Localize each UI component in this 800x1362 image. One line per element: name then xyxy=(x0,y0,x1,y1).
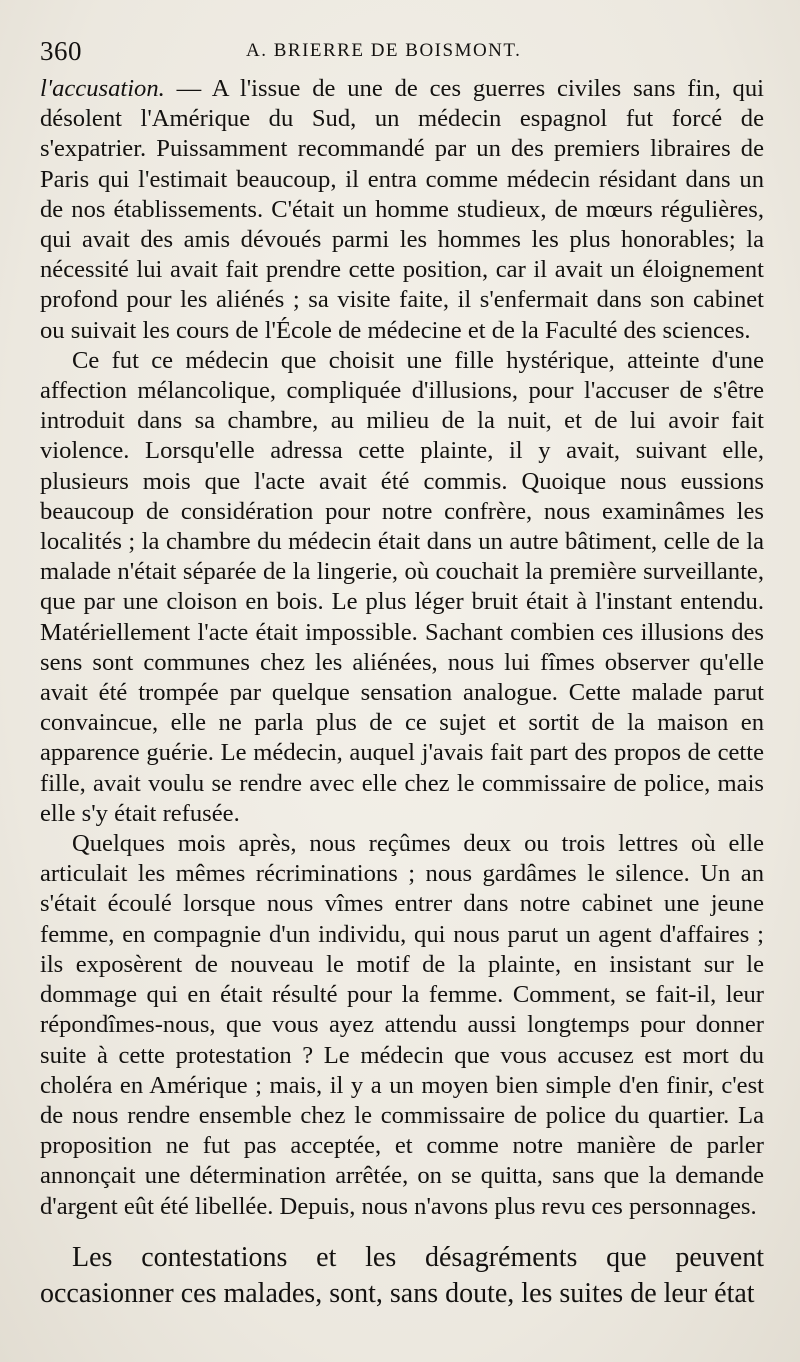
running-head: A. BRIERRE DE BOISMONT. xyxy=(246,40,522,61)
paragraph-2: Ce fut ce médecin que choisit une fille hystérique, atteinte d'une affection mélancolique, compliquée d'illusions, pour l'accuser de s'être introduit dans sa chambre, au milieu de la nuit, et de lui avoir fait violence. Lorsqu'elle adressa cette plainte, il y avait, suivant elle, plusieurs mois que l'acte avait été commis. Quoique nous eussions beaucoup de considération pour notre confrère, nous examinâmes les localités ; la chambre du médecin était dans un autre bâtiment, celle de la malade n'était séparée de la lingerie, où couchait la première surveillante, que par une cloison en bois. Le plus léger bruit était à l'instant entendu. Matériellement l'acte était impossible. Sachant combien ces illusions des sens sont communes chez les aliénées, nous lui fîmes observer qu'elle avait été trompée par quelque sensation analogue. Cette malade parut convaincue, elle ne parla plus de ce sujet et sortit de la maison en apparence guérie. Le médecin, auquel j'avais fait part des propos de cette fille, avait voulu se rendre avec elle chez le commissaire de police, mais elle s'y était refusée. xyxy=(40,346,764,827)
page-number: 360 xyxy=(40,36,82,66)
page-header xyxy=(40,34,764,70)
paragraph-1-lead: l'accusation. xyxy=(40,75,165,102)
paragraph-3: Quelques mois après, nous reçûmes deux ou trois lettres où elle articulait les mêmes récriminations ; nous gardâmes le silence. Un an s'était écoulé lorsque nous vîmes entrer dans notre cabinet une jeune femme, en compagnie d'un individu, qui nous parut un agent d'affaires ; ils exposèrent de nouveau le motif de la plainte, en insistant sur le dommage qui en était résulté pour la femme. Comment, se fait-il, leur répondîmes-nous, que vous ayez attendu aussi longtemps pour donner suite à cette protestation ? Le médecin que vous accusez est mort du choléra en Amérique ; mais, il y a un moyen bien simple d'en finir, c'est de nous rendre ensemble chez le commissaire de police du quartier. La proposition ne fut pas acceptée, et comme notre manière de parler annonçait une détermination arrêtée, on se quitta, sans que la demande d'argent eût été libellée. Depuis, nous n'avons plus revu ces personnages. xyxy=(40,830,764,1220)
paragraph-1 xyxy=(40,74,764,346)
final-paragraph: Les contestations et les désagréments que peuvent occasionner ces malades, sont, sans doute, les suites de leur état xyxy=(40,1241,764,1309)
body-text xyxy=(40,74,764,1222)
paragraph-1-text: — A l'issue de une de ces guerres civiles sans fin, qui désolent l'Amérique du Sud, un médecin espagnol fut forcé de s'expatrier. Puissamment recommandé par un des premiers libraires de Paris qui l'estimait beaucoup, il entra comme médecin résidant dans un de nos établissements. C'était un homme studieux, de mœurs régulières, qui avait des amis dévoués parmi les hommes les plus honorables; la nécessité lui avait fait prendre cette position, car il avait un éloignement profond pour les aliénés ; sa visite faite, il s'enfermait dans son cabinet ou suivait les cours de l'École de médecine et de la Faculté des sciences. xyxy=(40,75,764,344)
section-gap xyxy=(40,1222,764,1240)
